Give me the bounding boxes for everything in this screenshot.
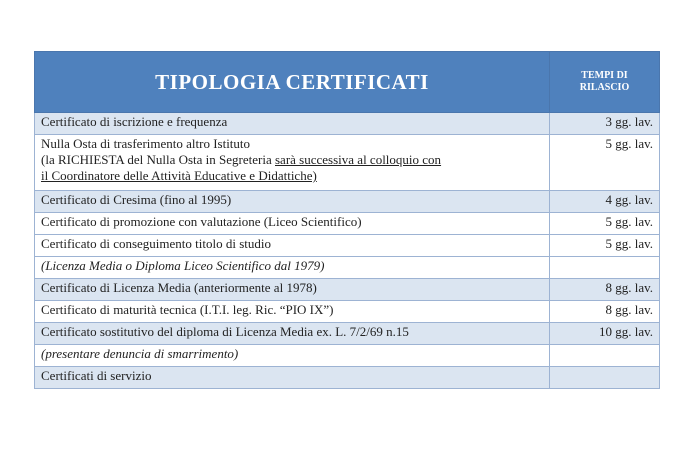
- table-row: [35, 235, 660, 257]
- certificate-name-line2: (la RICHIESTA del Nulla Osta in Segreteria: [41, 152, 275, 167]
- table-row: [35, 301, 660, 323]
- table-row: [35, 345, 660, 367]
- release-time: 8 gg. lav.: [550, 279, 660, 301]
- certificate-name: Certificato di Licenza Media (anteriormente al 1978): [35, 279, 550, 301]
- certificate-table: [34, 51, 660, 389]
- table-row: [35, 257, 660, 279]
- certificate-name: Certificato di maturità tecnica (I.T.I. leg. Ric. “PIO IX”): [35, 301, 550, 323]
- table-title: TIPOLOGIA CERTIFICATI: [35, 52, 550, 113]
- table-row: [35, 113, 660, 135]
- release-time-header: [550, 52, 660, 113]
- certificate-note-underlined: sarà successiva al colloquio con: [275, 152, 442, 167]
- certificate-name: Certificato di conseguimento titolo di studio: [35, 235, 550, 257]
- release-time-header-line2: RILASCIO: [579, 82, 630, 93]
- release-time: 5 gg. lav.: [550, 135, 660, 191]
- certificate-name: Certificato sostitutivo del diploma di Licenza Media ex. L. 7/2/69 n.15: [35, 323, 550, 345]
- release-time: [550, 345, 660, 367]
- certificate-name: Certificati di servizio: [35, 367, 550, 389]
- certificate-name: Certificato di Cresima (fino al 1995): [35, 191, 550, 213]
- release-time-header-line1: TEMPI DI: [581, 70, 628, 81]
- release-time: 3 gg. lav.: [550, 113, 660, 135]
- table-row: [35, 323, 660, 345]
- certificate-name: [35, 135, 550, 191]
- release-time: 4 gg. lav.: [550, 191, 660, 213]
- certificate-name-line1: Nulla Osta di trasferimento altro Istituto: [41, 136, 251, 151]
- table-row: [35, 279, 660, 301]
- table-row: [35, 135, 660, 191]
- table-row: [35, 367, 660, 389]
- certificate-note: (presentare denuncia di smarrimento): [35, 345, 550, 367]
- table-row: [35, 213, 660, 235]
- release-time: 5 gg. lav.: [550, 213, 660, 235]
- certificate-name: Certificato di promozione con valutazione (Liceo Scientifico): [35, 213, 550, 235]
- release-time: 5 gg. lav.: [550, 235, 660, 257]
- certificate-table-container: [34, 51, 659, 389]
- certificate-note: (Licenza Media o Diploma Liceo Scientifico dal 1979): [35, 257, 550, 279]
- release-time: [550, 367, 660, 389]
- table-header-row: [35, 52, 660, 113]
- release-time: [550, 257, 660, 279]
- release-time: 10 gg. lav.: [550, 323, 660, 345]
- release-time: 8 gg. lav.: [550, 301, 660, 323]
- certificate-note-underlined-line3: il Coordinatore delle Attività Educative e Didattiche): [41, 168, 317, 183]
- table-row: [35, 191, 660, 213]
- certificate-name: Certificato di iscrizione e frequenza: [35, 113, 550, 135]
